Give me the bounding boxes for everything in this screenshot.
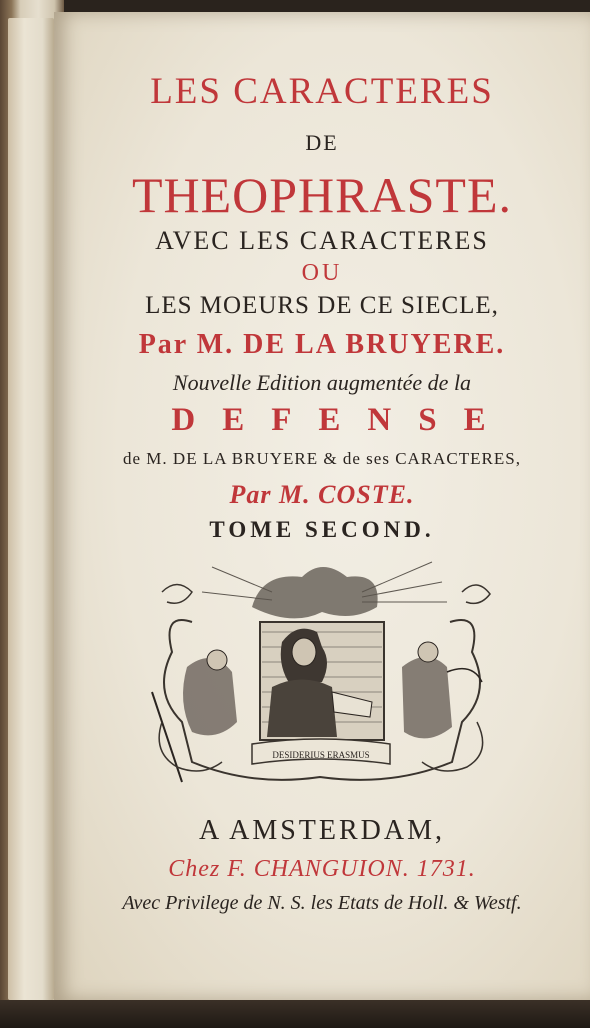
title-line-2: DE [305,130,339,155]
title-line-4: AVEC LES CARACTERES [155,226,489,255]
imprint-city: A AMSTERDAM, [198,815,446,846]
title-line-5: OU [301,260,343,286]
imprint-privilege: Avec Privilege de N. S. les Etats de Holl. & Westf. [122,892,522,914]
title-line-6: LES MOEURS DE CE SIECLE, [145,292,499,319]
facing-page-edge [8,18,54,1000]
vignette-caption: DESIDERIUS ERASMUS [272,750,370,760]
title-page [54,12,590,1000]
erasmus-vignette-engraving [132,552,508,802]
book-bottom-edge [0,1000,590,1028]
imprint-publisher: Chez F. CHANGUION. 1731. [168,856,476,882]
editor-line: Par M. COSTE. [229,480,415,509]
volume-line: TOME SECOND. [209,517,435,542]
defense-subline: de M. DE LA BRUYERE & de ses CARACTERES, [123,449,521,468]
title-line-1: LES CARACTERES [150,71,494,112]
title-line-3: THEOPHRASTE. [131,167,513,223]
author-line: Par M. DE LA BRUYERE. [138,329,506,360]
defense-line: DEFENSE [171,402,513,438]
edition-line: Nouvelle Edition augmentée de la [172,370,472,395]
